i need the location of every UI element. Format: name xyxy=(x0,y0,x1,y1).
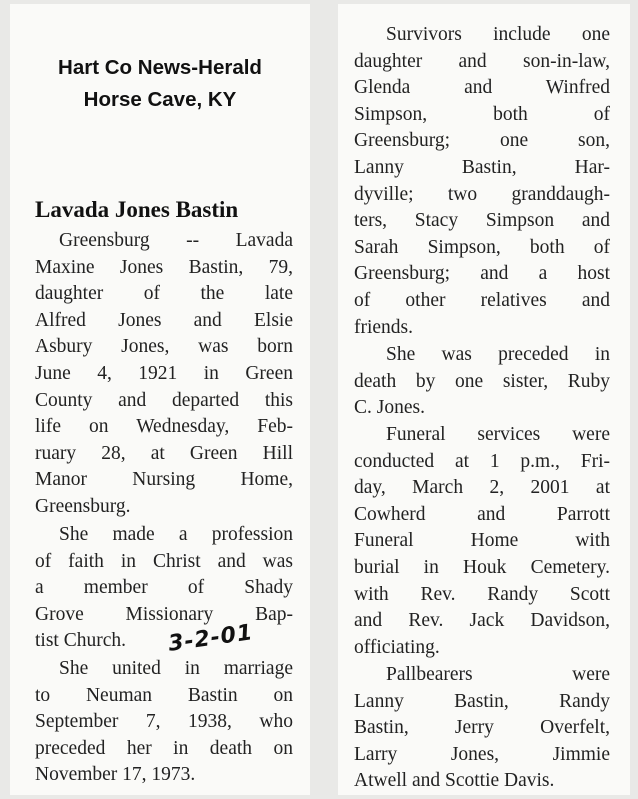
text-line: Larry Jones, Jimmie xyxy=(354,743,610,765)
newspaper-location: Horse Cave, KY xyxy=(83,88,237,111)
text-line: with Rev. Randy Scott xyxy=(354,583,610,605)
text-line: burial in Houk Cemetery. xyxy=(354,556,610,578)
text-line: Funeral services were xyxy=(386,424,610,445)
text-line: dyville; two granddaugh- xyxy=(354,183,610,205)
newspaper-header xyxy=(10,52,310,116)
text-line: Greensburg; and a host xyxy=(354,263,610,285)
text-line: Maxine Jones Bastin, 79, xyxy=(35,256,293,278)
text-line: Alfred Jones and Elsie xyxy=(35,309,293,331)
text-line: Pallbearers were xyxy=(386,664,610,685)
paragraph-birth xyxy=(35,228,293,521)
text-line: of faith in Christ and was xyxy=(35,550,293,572)
text-line: November 17, 1973. xyxy=(35,764,196,786)
text-line: friends. xyxy=(354,316,414,338)
text-line: ters, Stacy Simpson and xyxy=(354,210,610,232)
text-line: of other relatives and xyxy=(354,289,610,311)
text-line: preceded her in death on xyxy=(35,737,293,759)
text-line: Lanny Bastin, Randy xyxy=(354,690,610,712)
newspaper-name: Hart Co News-Herald xyxy=(58,56,262,79)
text-line: She made a profession xyxy=(59,524,293,545)
text-line: Greensburg -- Lavada xyxy=(59,230,293,251)
text-line: County and departed this xyxy=(35,389,293,411)
text-line: conducted at 1 p.m., Fri- xyxy=(354,450,610,472)
paragraph-marriage xyxy=(35,656,293,789)
text-line: She was preceded in xyxy=(386,344,610,365)
text-line: life on Wednesday, Feb- xyxy=(35,416,293,438)
handwritten-date: 3-2-01 xyxy=(166,620,255,657)
text-line: death by one sister, Ruby xyxy=(354,370,610,392)
text-line: Greensburg. xyxy=(35,495,131,517)
text-line: daughter of the late xyxy=(35,283,293,305)
text-line: Asbury Jones, was born xyxy=(35,336,293,358)
text-line: She united in marriage xyxy=(59,658,293,679)
paragraph-preceded xyxy=(354,342,610,422)
text-line: a member of Shady xyxy=(35,577,293,599)
text-line: Greensburg; one son, xyxy=(354,130,610,152)
text-line: day, March 2, 2001 at xyxy=(354,477,610,499)
text-line: September 7, 1938, who xyxy=(35,711,293,733)
text-line: Simpson, both of xyxy=(354,103,610,125)
text-line: Glenda and Winfred xyxy=(354,77,610,99)
text-line: tist Church. xyxy=(35,630,126,652)
text-line: Survivors include one xyxy=(386,24,610,45)
text-line: Lanny Bastin, Har- xyxy=(354,156,610,178)
paragraph-faith xyxy=(35,522,293,655)
paragraph-funeral xyxy=(354,422,610,661)
text-line: officiating. xyxy=(354,636,440,658)
text-line: June 4, 1921 in Green xyxy=(35,362,293,384)
text-line: to Neuman Bastin on xyxy=(35,684,293,706)
text-line: Atwell and Scottie Davis. xyxy=(354,770,555,792)
text-line: Cowherd and Parrott xyxy=(354,503,610,525)
obituary-title: Lavada Jones Bastin xyxy=(35,197,239,222)
text-line: and Rev. Jack Davidson, xyxy=(354,610,610,632)
text-line: Funeral Home with xyxy=(354,530,610,552)
text-line: Manor Nursing Home, xyxy=(35,469,293,491)
text-line: Sarah Simpson, both of xyxy=(354,236,610,258)
text-line: ruary 28, at Green Hill xyxy=(35,442,293,464)
text-line: Bastin, Jerry Overfelt, xyxy=(354,717,610,739)
paragraph-pallbearers xyxy=(354,662,610,795)
text-line: C. Jones. xyxy=(354,397,425,419)
paragraph-survivors xyxy=(354,22,610,341)
text-line: daughter and son-in-law, xyxy=(354,50,610,72)
text-line: Grove Missionary Bap- xyxy=(35,603,293,625)
